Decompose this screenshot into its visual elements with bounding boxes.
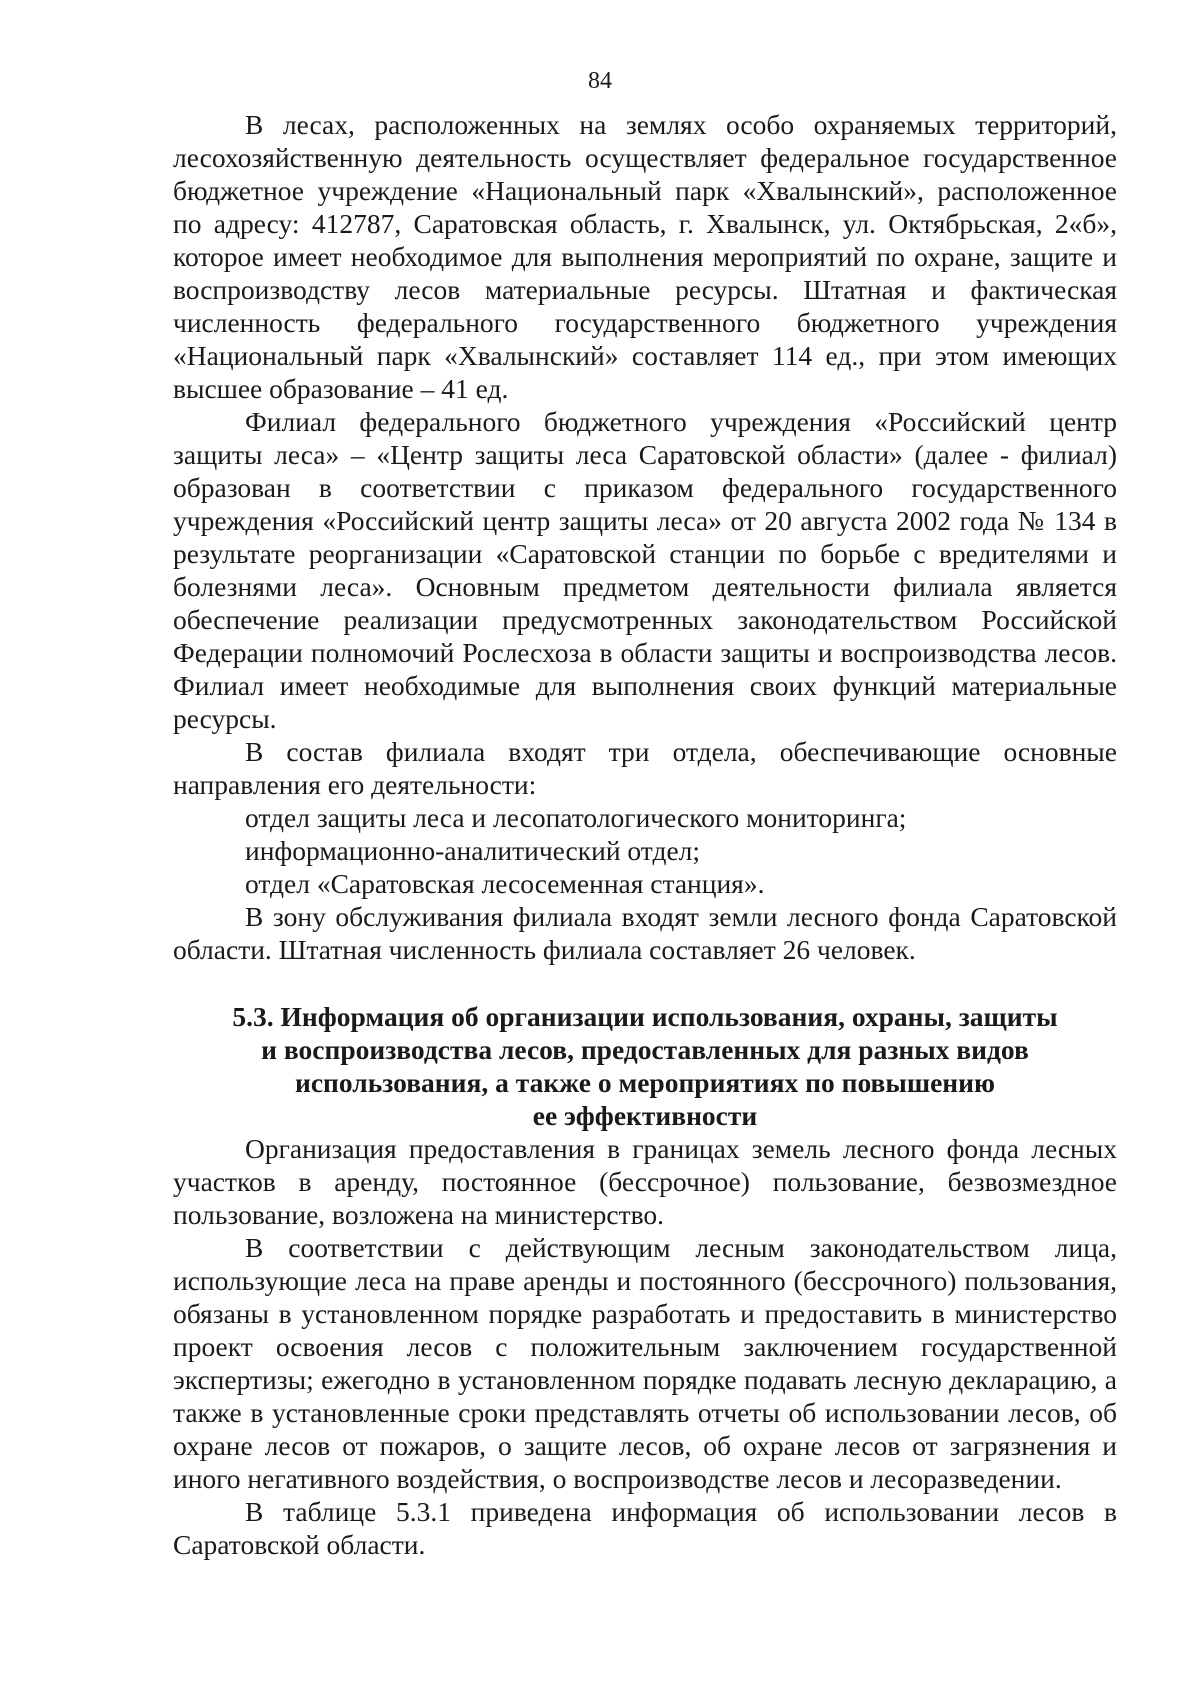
paragraph-national-park: В лесах, расположенных на землях особо охраняемых территорий, лесохозяйственную деятельность осуществляет федеральное государственное бюджетное учреждение «Национальный парк «Хвалынский», расположенное по адресу: 412787, Саратовская область, г. Хвалынск, ул. Октябрьская, 2«б», которое имеет необходимое для выполнения мероприятий по охране, защите и воспроизводству лесов материальные ресурсы. Штатная и фактическая численность федерального государственного бюджетного учреждения «Национальный парк «Хвалынский» составляет 114 ед., при этом имеющих высшее образование – 41 ед. <box>173 109 1117 404</box>
section-heading-line: ее эффективности <box>532 1100 758 1131</box>
section-heading-5-3 <box>173 1000 1117 1132</box>
department-list <box>173 801 1117 900</box>
section-heading-line: 5.3. Информация об организации использования, охраны, защиты <box>232 1001 1058 1032</box>
section-heading-line: и воспроизводства лесов, предоставленных для разных видов <box>261 1034 1029 1065</box>
list-item: отдел защиты леса и лесопатологического мониторинга; <box>245 802 907 833</box>
list-item: информационно-аналитический отдел; <box>245 835 701 866</box>
paragraph-branch-structure: В состав филиала входят три отдела, обеспечивающие основные направления его деятельности: <box>173 736 1117 800</box>
section-heading-line: использования, а также о мероприятиях по повышению <box>294 1067 995 1098</box>
list-item: отдел «Саратовская лесосеменная станция». <box>245 868 765 899</box>
paragraph-table-reference: В таблице 5.3.1 приведена информация об использовании лесов в Саратовской области. <box>173 1496 1117 1560</box>
paragraph-leasing: Организация предоставления в границах земель лесного фонда лесных участков в аренду, постоянное (бессрочное) пользование, безвозмездное пользование, возложена на министерство. <box>173 1133 1117 1230</box>
paragraph-service-zone: В зону обслуживания филиала входят земли лесного фонда Саратовской области. Штатная численность филиала составляет 26 человек. <box>173 901 1117 965</box>
paragraph-legislation: В соответствии с действующим лесным законодательством лица, использующие леса на праве аренды и постоянного (бессрочного) пользования, обязаны в установленном порядке разработать и предоставить в министерство проект освоения лесов с положительным заключением государственной экспертизы; ежегодно в установленном порядке подавать лесную декларацию, а также в установленные сроки представлять отчеты об использовании лесов, об охране лесов от пожаров, о защите лесов, об охране лесов от загрязнения и иного негативного воздействия, о воспроизводстве лесов и лесоразведении. <box>173 1232 1117 1494</box>
page-number: 84 <box>588 68 612 94</box>
document-body <box>173 108 1117 1561</box>
paragraph-forest-protection-center: Филиал федерального бюджетного учреждения «Российский центр защиты леса» – «Центр защиты леса Саратовской области» (далее - филиал) образован в соответствии с приказом федерального государственного учреждения «Российский центр защиты леса» от 20 августа 2002 года № 134 в результате реорганизации «Саратовской станции по борьбе с вредителями и болезнями леса». Основным предметом деятельности филиала является обеспечение реализации предусмотренных законодательством Российской Федерации полномочий Рослесхоза в области защиты и воспроизводства лесов. Филиал имеет необходимые для выполнения своих функций материальные ресурсы. <box>173 406 1117 734</box>
